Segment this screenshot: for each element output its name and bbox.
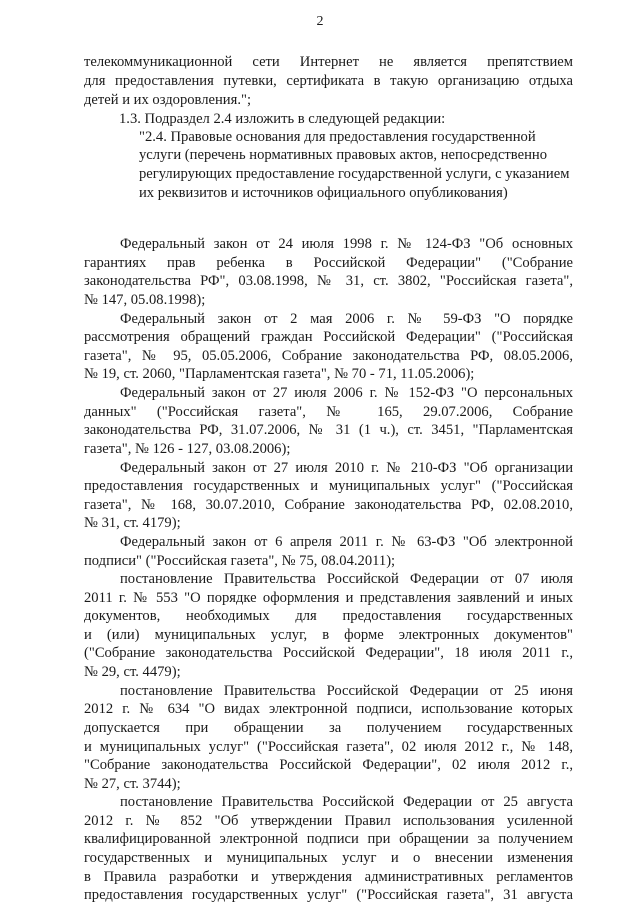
text-line: газета", № 126 - 127, 03.08.2006); bbox=[84, 441, 291, 457]
page-number: 2 bbox=[316, 14, 324, 29]
text-line: № 31, ст. 4179); bbox=[84, 515, 181, 531]
text-line: законодательства РФ, 31.07.2006, № 31 (1 ч.), ст. 3451, "Парламентская bbox=[84, 422, 573, 438]
text-line: допускается при обращении за получением государственных bbox=[84, 720, 573, 736]
text-line: № 29, ст. 4479); bbox=[84, 664, 181, 680]
text-line: Федеральный закон от 2 мая 2006 г. № 59-ФЗ "О порядке bbox=[120, 311, 573, 327]
text-line: подписи" ("Российская газета", № 75, 08.04.2011); bbox=[84, 553, 396, 569]
text-line: данных" ("Российская газета", № 165, 29.07.2006, Собрание bbox=[84, 404, 573, 420]
text-line: постановление Правительства Российской Федерации от 25 августа bbox=[120, 794, 573, 810]
text-line: Федеральный закон от 24 июля 1998 г. № 124-ФЗ "Об основных bbox=[120, 236, 573, 252]
text-line: 1.3. Подраздел 2.4 изложить в следующей редакции: bbox=[119, 111, 446, 127]
text-line: Федеральный закон от 27 июля 2006 г. № 152-ФЗ "О персональных bbox=[120, 385, 573, 401]
text-line: 2012 г. № 852 "Об утверждении Правил использования усиленной bbox=[84, 813, 573, 829]
text-line: постановление Правительства Российской Федерации от 25 июня bbox=[120, 683, 573, 699]
text-line: гарантиях прав ребенка в Российской Федерации" ("Собрание bbox=[84, 255, 573, 271]
text-line: законодательства РФ", 03.08.1998, № 31, ст. 3802, "Российская газета", bbox=[84, 273, 573, 289]
text-line: № 147, 05.08.1998); bbox=[84, 292, 206, 308]
text-line: в Правила разработки и утверждения административных регламентов bbox=[84, 869, 573, 885]
text-line: Федеральный закон от 6 апреля 2011 г. № 63-ФЗ "Об электронной bbox=[120, 534, 573, 550]
text-line: квалифицированной электронной подписи при обращении за получением bbox=[84, 831, 573, 847]
text-line: их реквизитов и источников официального опубликования) bbox=[139, 185, 508, 201]
text-line: и муниципальных услуг" ("Российская газета", 02 июля 2012 г., № 148, bbox=[84, 739, 573, 755]
text-line: детей и их оздоровления."; bbox=[84, 92, 251, 108]
text-line: газета", № 95, 05.05.2006, Собрание законодательства РФ, 08.05.2006, bbox=[84, 348, 573, 364]
text-line: № 19, ст. 2060, "Парламентская газета", № 70 - 71, 11.05.2006); bbox=[84, 366, 475, 382]
text-line: и (или) муниципальных услуг, в форме электронных документов" bbox=[84, 627, 573, 643]
text-line: Федеральный закон от 27 июля 2010 г. № 210-ФЗ "Об организации bbox=[120, 460, 573, 476]
text-line: услуги (перечень нормативных правовых актов, непосредственно bbox=[139, 147, 547, 163]
text-line: телекоммуникационной сети Интернет не является препятствием bbox=[84, 54, 573, 70]
text-line: "Собрание законодательства Российской Федерации", 02 июля 2012 г., bbox=[84, 757, 573, 773]
text-line: "2.4. Правовые основания для предоставления государственной bbox=[139, 129, 536, 145]
text-line: газета", № 168, 30.07.2010, Собрание законодательства РФ, 02.08.2010, bbox=[84, 497, 573, 513]
text-line: предоставления государственных услуг" ("Российская газета", 31 августа bbox=[84, 887, 573, 903]
text-line: ("Собрание законодательства Российской Федерации", 18 июля 2011 г., bbox=[84, 645, 573, 661]
text-line: рассмотрения обращений граждан Российской Федерации" ("Российская bbox=[84, 329, 573, 345]
text-line: для предоставления путевки, сертификата в такую организацию отдыха bbox=[84, 73, 573, 89]
text-line: регулирующих предоставление государственной услуги, с указанием bbox=[139, 166, 570, 182]
text-line: документов, необходимых для предоставления государственных bbox=[84, 608, 573, 624]
text-line: предоставления государственных и муниципальных услуг" ("Российская bbox=[84, 478, 573, 494]
text-line: 2012 г. № 634 "О видах электронной подписи, использование которых bbox=[84, 701, 573, 717]
text-line: постановление Правительства Российской Федерации от 07 июля bbox=[120, 571, 573, 587]
text-line: 2011 г. № 553 "О порядке оформления и представления заявлений и иных bbox=[84, 590, 573, 606]
text-line: № 27, ст. 3744); bbox=[84, 776, 181, 792]
text-line: государственных и муниципальных услуг и о внесении изменения bbox=[84, 850, 573, 866]
